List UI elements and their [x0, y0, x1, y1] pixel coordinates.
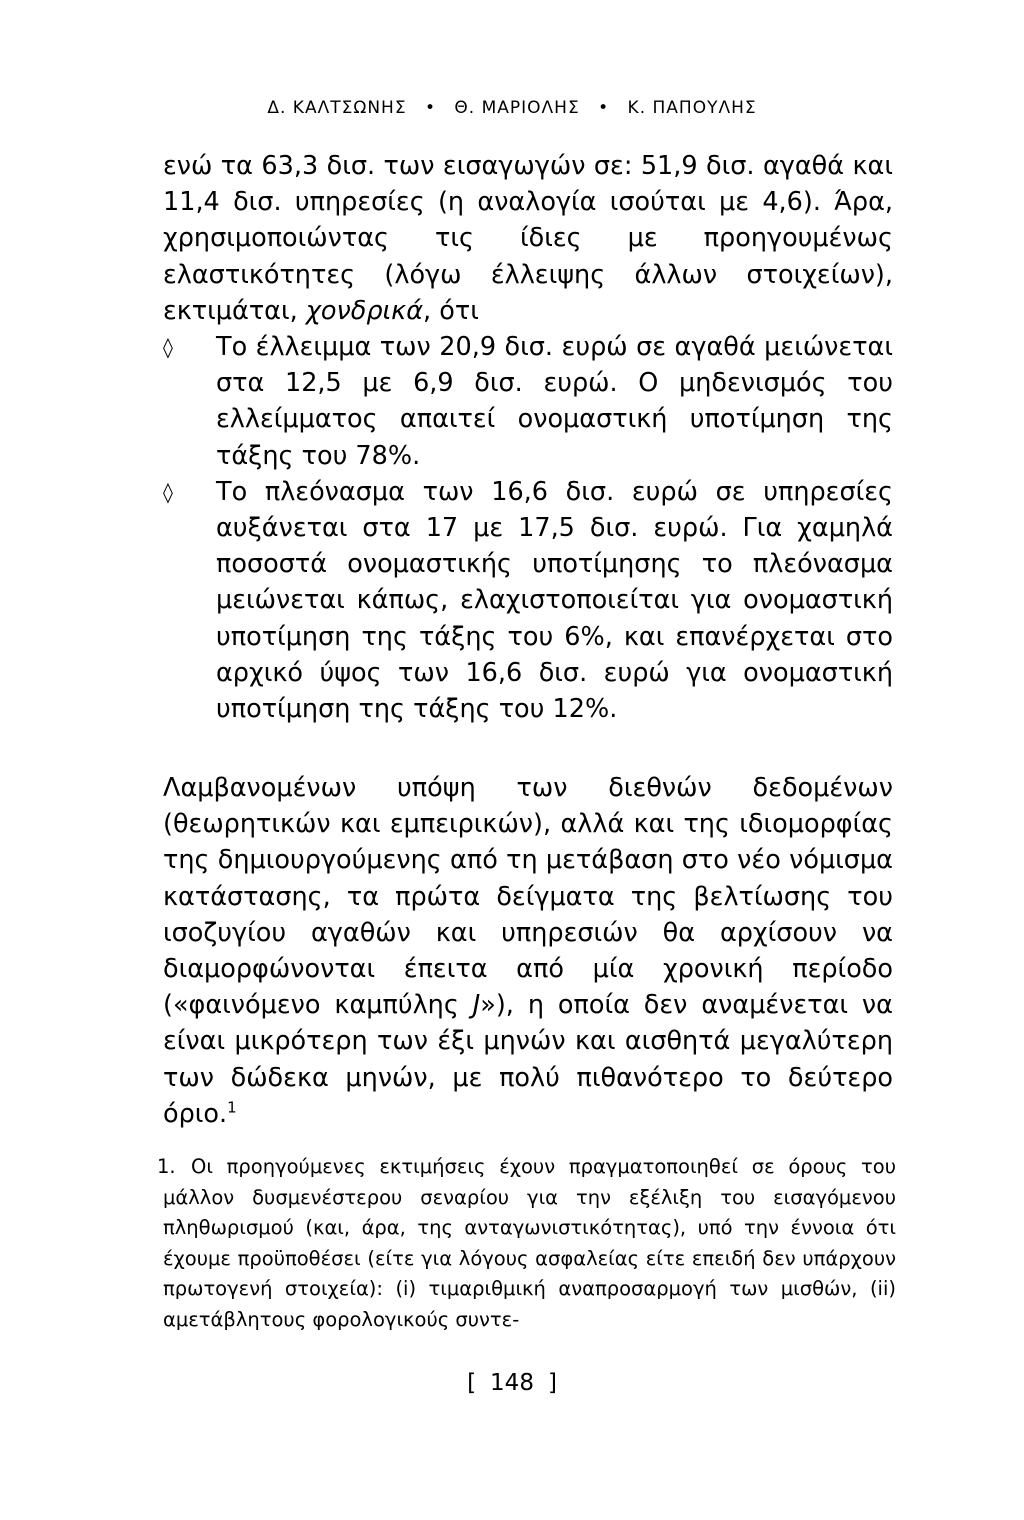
footnote-reference[interactable]: 1: [227, 1098, 237, 1117]
page-number-bracket-right: ]: [547, 1370, 557, 1396]
bullet-text: Το πλεόνασμα των 16,6 δισ. ευρώ σε υπηρεσίες αυξάνεται στα 17 με 17,5 δισ. ευρώ. Για χαμηλά ποσοστά ονομαστικής υποτίμησης το πλεόνασμα μειώνεται κάπως, ελαχιστοποιείται για ονομαστική υποτίμηση της τάξης του 6%, και επανέρχεται στο αρχικό ύψος των 16,6 δισ. ευρώ για ονομαστική υποτίμηση της τάξης του 12%.: [216, 476, 893, 725]
running-head-author-2: Θ. ΜΑΡΙΟΛΗΣ: [454, 98, 580, 118]
diamond-bullet-icon: ◊: [163, 479, 173, 504]
footnote-text: Οι προηγούμενες εκτιμήσεις έχουν πραγματοποιηθεί σε όρους του μάλλον δυσμενέστερου σεναρίου για την εξέλιξη του εισαγόμενου πληθωρισμού (και, άρα, της ανταγωνιστικότητας), υπό την έννοια ότι έχουμε προϋποθέσει (είτε για λόγους ασφαλείας είτε επειδή δεν υπάρχουν πρωτογενή στοιχεία): (i) τιμαριθμική αναπροσαρμογή των μισθών, (ii) αμετάβλητους φορολογικούς συντε-: [163, 1155, 896, 1331]
footnote-number: 1.: [157, 1155, 176, 1178]
page-number: [0, 1370, 1024, 1396]
paragraph-text: , ότι: [423, 295, 479, 326]
running-head-separator: •: [598, 98, 610, 118]
running-head-separator: •: [424, 98, 436, 118]
paragraph-emphasis: χονδρικά: [305, 295, 424, 326]
paragraph-text: ενώ τα 63,3 δισ. των εισαγωγών σε: 51,9 δισ. αγαθά και 11,4 δισ. υπηρεσίες (η αναλογία ισούται με 4,6). Άρα, χρησιμοποιώντας τις ίδιες με προηγουμένως ελαστικότητες (λόγω έλλειψης άλλων στοιχείων), εκτιμάται,: [163, 151, 893, 326]
bullet-item-surplus: [163, 474, 893, 727]
page-number-bracket-left: [: [467, 1370, 477, 1396]
diamond-bullet-icon: ◊: [163, 335, 173, 359]
paragraph-emphasis: J: [472, 990, 481, 1021]
running-head-author-1: Δ. ΚΑΛΤΣΩΝΗΣ: [267, 98, 407, 118]
running-head: [0, 98, 1024, 118]
paragraph-j-curve: [163, 770, 893, 1132]
paragraph-continuation: [163, 148, 893, 329]
bullet-text: Το έλλειμμα των 20,9 δισ. ευρώ σε αγαθά μειώνεται στα 12,5 με 6,9 δισ. ευρώ. Ο μηδενισμός του ελλείμματος απαιτεί ονομαστική υποτίμηση της τάξης του 78%.: [216, 332, 893, 471]
footnote: [157, 1152, 896, 1335]
page-number-value: 148: [490, 1370, 534, 1396]
paragraph-text: Λαμβανομένων υπόψη των διεθνών δεδομένων (θεωρητικών και εμπειρικών), αλλά και της ιδιομορφίας της δημιουργούμενης από τη μετάβαση στο νέο νόμισμα κατάστασης, τα πρώτα δείγματα της βελτίωσης του ισοζυγίου αγαθών και υπηρεσιών θα αρχίσουν να διαμορφώνονται έπειτα από μία χρονική περίοδο («φαινόμενο καμπύλης: [163, 773, 893, 1021]
bullet-item-deficit: [163, 329, 893, 474]
paragraph-text: »), η οποία δεν αναμένεται να είναι μικρότερη των έξι μηνών και αισθητά μεγαλύτερη των δώδεκα μηνών, με πολύ πιθανότερο το δεύτερο όριο.: [163, 990, 893, 1129]
bullet-list: [163, 329, 893, 727]
running-head-author-3: Κ. ΠΑΠΟΥΛΗΣ: [627, 98, 757, 118]
